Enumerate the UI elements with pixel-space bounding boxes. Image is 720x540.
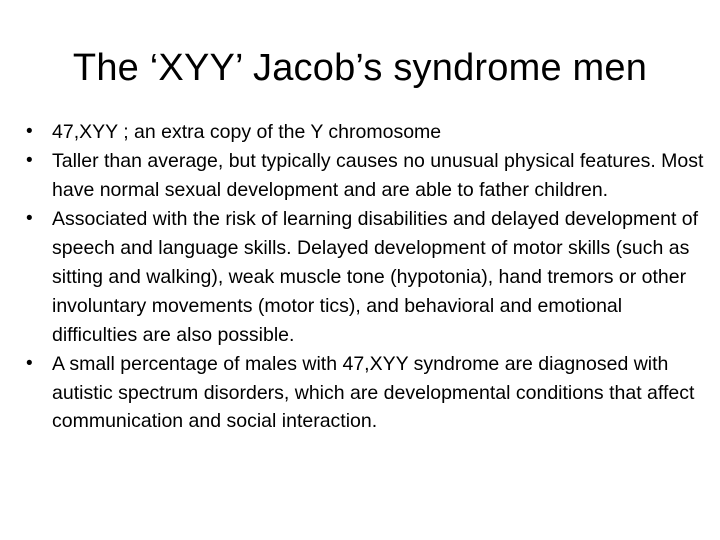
bullet-dot-icon: • — [26, 352, 33, 374]
bullet-item — [25, 147, 705, 205]
bullet-text: Associated with the risk of learning disabilities and delayed development of speech and language skills. Delayed development of motor skills (such as sitting and walking), weak muscle tone (hypotonia), hand tremors or other involuntary movements (motor tics), and behavioral and emotional difficulties are also possible. — [52, 208, 699, 346]
slide-title: The ‘XYY’ Jacob’s syndrome men — [72, 47, 648, 89]
bullet-text: A small percentage of males with 47,XYY syndrome are diagnosed with autistic spectrum disorders, which are developmental conditions that affect communication and social interaction. — [52, 352, 695, 433]
bullet-dot-icon: • — [26, 121, 33, 142]
bullet-text: 47,XYY ; an extra copy of the Y chromosome — [52, 121, 442, 143]
bullet-dot-icon: • — [26, 208, 33, 230]
bullet-item — [25, 205, 705, 349]
bullet-item — [25, 350, 705, 436]
bullet-list — [25, 118, 705, 437]
bullet-dot-icon: • — [26, 150, 33, 172]
bullet-text: Taller than average, but typically causes no unusual physical features. Most have normal sexual development and are able to father children. — [52, 150, 704, 202]
bullet-item — [25, 118, 705, 147]
